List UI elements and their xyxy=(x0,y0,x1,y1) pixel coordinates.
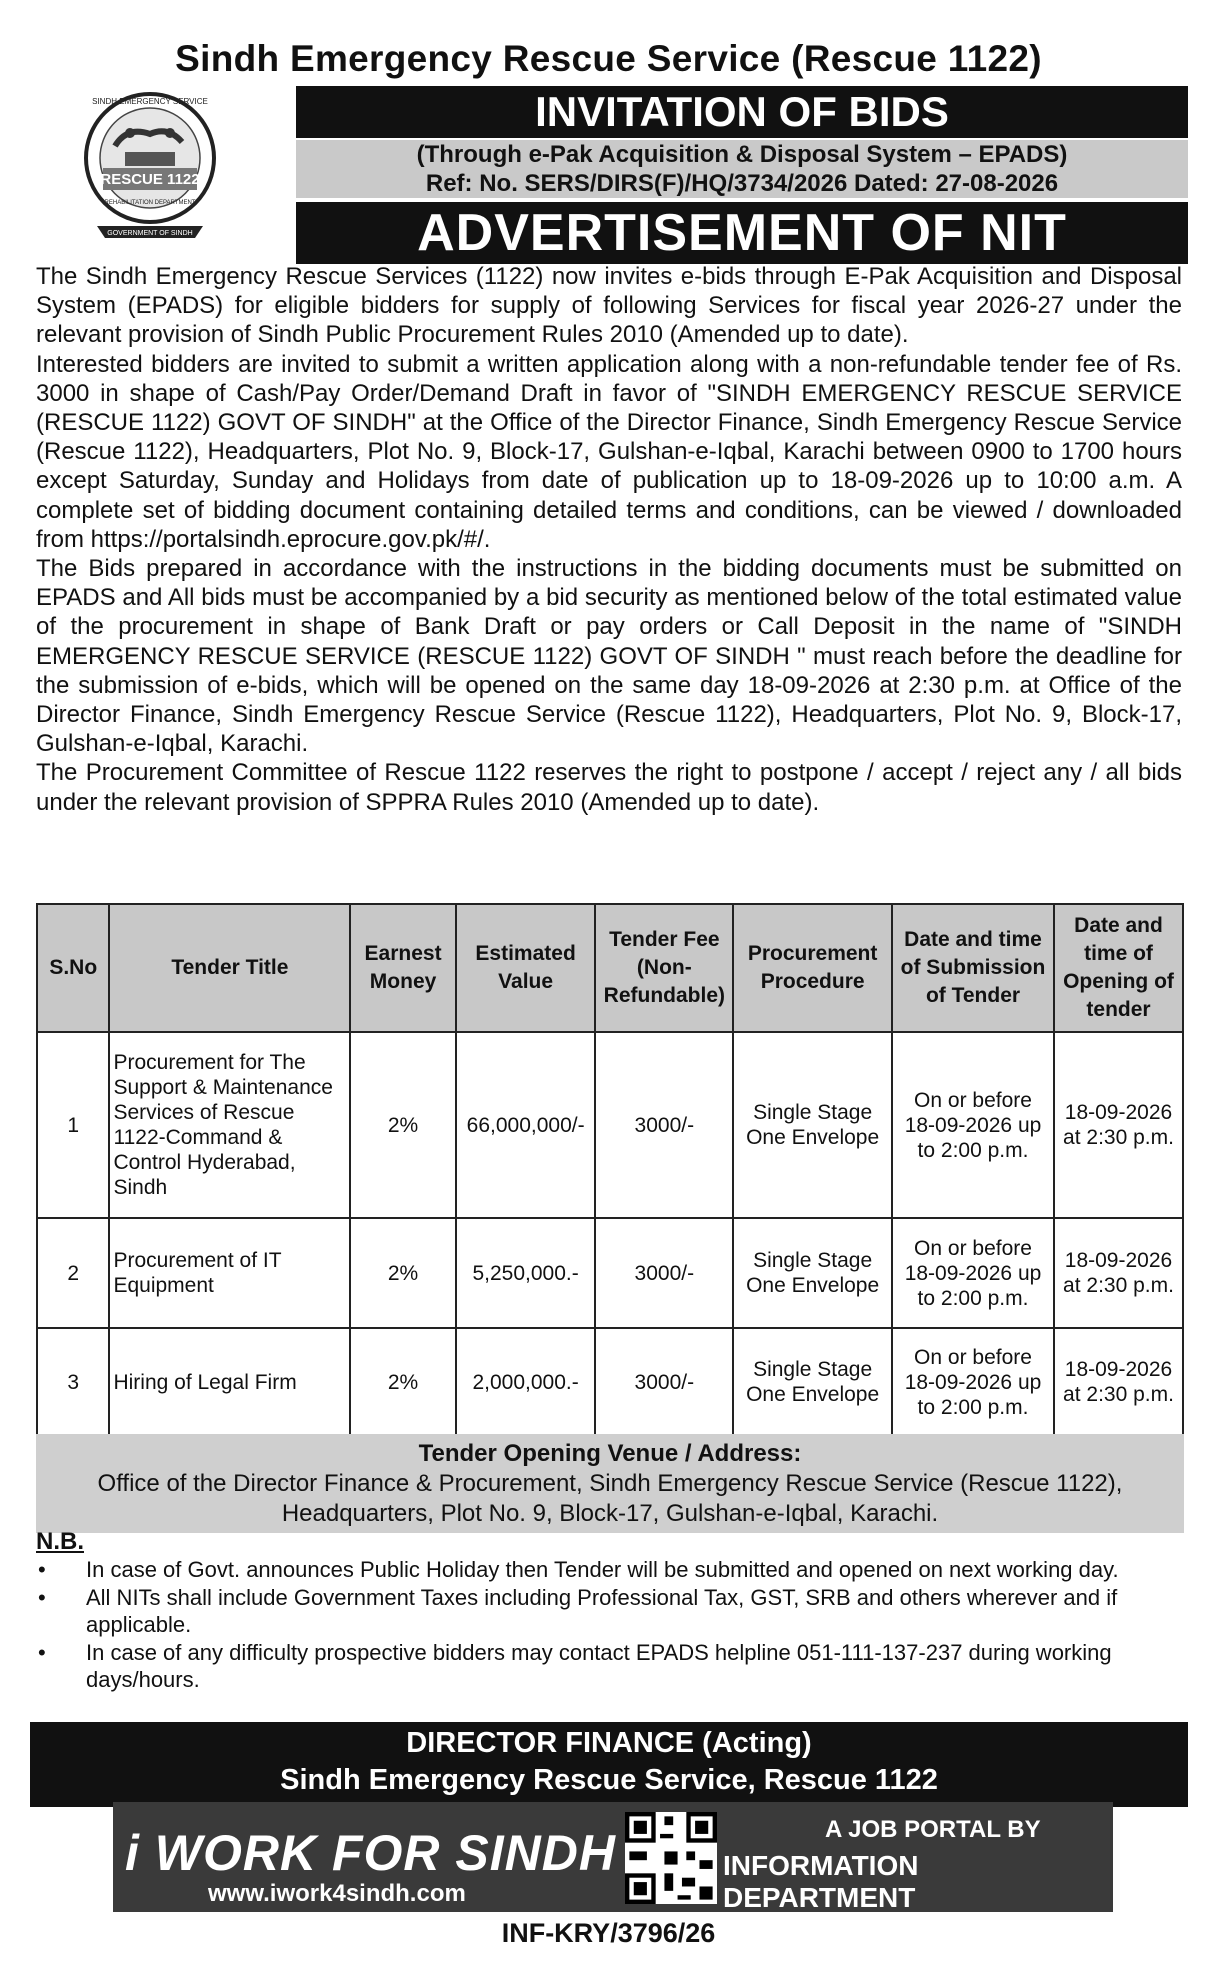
cell-submission: On or before 18-09-2026 up to 2:00 p.m. xyxy=(892,1032,1054,1218)
banner-tagline-1: A JOB PORTAL BY xyxy=(825,1816,1041,1843)
cell-estimated-value: 5,250,000.- xyxy=(456,1218,596,1328)
header-sno: S.No xyxy=(37,904,109,1032)
advertisement-heading: ADVERTISEMENT OF NIT xyxy=(296,202,1188,264)
paragraph-3: The Bids prepared in accordance with the instructions in the bidding documents must be submitted on EPADS and All bids must be accompanied by a bid security as mentioned below of the total estimated value of the procurement in shape of Bank Draft or pay orders or Call Deposit in the name of "SINDH EMERGENCY RESCUE SERVICE (RESCUE 1122) GOVT OF SINDH " must reach before the deadline for the submission of e-bids, which will be opened on the same day 18-09-2026 at 2:30 p.m. at Office of the Director Finance, Sindh Emergency Rescue Service (Rescue 1122), Headquarters, Plot No. 9, Block-17, Gulshan-e-Iqbal, Karachi. xyxy=(36,555,1182,758)
qr-code-icon xyxy=(625,1812,717,1904)
signature-block xyxy=(30,1722,1188,1807)
header-tender-title: Tender Title xyxy=(109,904,350,1032)
cell-estimated-value: 2,000,000.- xyxy=(456,1328,596,1436)
paragraph-2: Interested bidders are invited to submit a written application along with a non-refundable tender fee of Rs. 3000 in shape of Cash/Pay Order/Demand Draft in favor of "SINDH EMERGENCY RESCUE SERVICE (RESCUE 1122) GOVT OF SINDH" at the Office of the Director Finance, Sindh Emergency Rescue Service (Rescue 1122), Headquarters, Plot No. 9, Block-17, Gulshan-e-Iqbal, Karachi between 0900 to 1700 hours except Saturday, Sunday and Holidays from date of publication up to 18-09-2026 up to 10:00 a.m. A complete set of bidding document containing detailed terms and conditions, can be viewed / downloaded from https://portalsindh.eprocure.gov.pk/#/. xyxy=(36,350,1182,553)
cell-earnest-money: 2% xyxy=(350,1032,456,1218)
inf-reference: INF-KRY/3796/26 xyxy=(501,1918,716,1948)
header-tender-fee: Tender Fee (Non-Refundable) xyxy=(595,904,733,1032)
nb-item-text: In case of Govt. announces Public Holiday then Tender will be submitted and opened on next working day. xyxy=(86,1557,1119,1582)
banner-tagline-2: INFORMATION DEPARTMENT xyxy=(723,1850,919,1913)
paragraph-1: The Sindh Emergency Rescue Services (1122) now invites e-bids through E-Pak Acquisition and Disposal System (EPADS) for eligible bidders for supply of following Services for fiscal year 2026-27 under the relevant provision of Sindh Public Procurement Rules 2010 (Amended up to date). xyxy=(36,263,1182,349)
header-earnest-money: Earnest Money xyxy=(350,904,456,1032)
table-row xyxy=(37,1328,1183,1436)
cell-tender-fee: 3000/- xyxy=(595,1032,733,1218)
venue-address: Office of the Director Finance & Procurement, Sindh Emergency Rescue Service (Rescue 1122), Headquarters, Plot No. 9, Block-17, Gulshan-e-Iqbal, Karachi. xyxy=(97,1470,1123,1527)
tender-opening-venue xyxy=(36,1434,1184,1533)
cell-tender-title: Procurement for The Support & Maintenance Services of Rescue 1122-Command & Control Hyderabad, Sindh xyxy=(109,1032,350,1218)
cell-submission: On or before 18-09-2026 up to 2:00 p.m. xyxy=(892,1218,1054,1328)
cell-opening: 18-09-2026 at 2:30 p.m. xyxy=(1054,1218,1183,1328)
signatory-title: DIRECTOR FINANCE (Acting) xyxy=(406,1727,812,1759)
iwork4sindh-banner xyxy=(113,1802,1113,1912)
header-estimated-value: Estimated Value xyxy=(456,904,596,1032)
logo-main-text: RESCUE 1122 xyxy=(100,171,200,188)
bullet-icon: • xyxy=(38,1585,46,1610)
banner-url: www.iwork4sindh.com xyxy=(208,1880,466,1907)
cell-tender-fee: 3000/- xyxy=(595,1218,733,1328)
header-submission-date: Date and time of Submission of Tender xyxy=(892,904,1054,1032)
list-item xyxy=(36,1639,1184,1693)
cell-earnest-money: 2% xyxy=(350,1328,456,1436)
paragraph-4: The Procurement Committee of Rescue 1122 reserves the right to postpone / accept / reject any / all bids under the relevant provision of SPPRA Rules 2010 (Amended up to date). xyxy=(36,759,1182,816)
cell-tender-fee: 3000/- xyxy=(595,1328,733,1436)
cell-earnest-money: 2% xyxy=(350,1218,456,1328)
cell-opening: 18-09-2026 at 2:30 p.m. xyxy=(1054,1328,1183,1436)
invitation-of-bids-heading: INVITATION OF BIDS xyxy=(296,86,1188,138)
table-row xyxy=(37,1032,1183,1218)
banner-brand: i WORK FOR SINDH xyxy=(125,1825,616,1881)
nb-item-text: All NITs shall include Government Taxes including Professional Tax, GST, SRB and others wherever and if applicable. xyxy=(86,1585,1118,1637)
cell-sno: 1 xyxy=(37,1032,109,1218)
epads-subtitle-band xyxy=(296,140,1188,198)
reference-number: Ref: No. SERS/DIRS(F)/HQ/3734/2026 Dated: 27-08-2026 xyxy=(425,170,1059,197)
cell-tender-title: Hiring of Legal Firm xyxy=(109,1328,350,1436)
list-item xyxy=(36,1556,1184,1583)
signatory-organization: Sindh Emergency Rescue Service, Rescue 1122 xyxy=(280,1764,938,1796)
bullet-icon: • xyxy=(38,1557,46,1582)
rescue-1122-logo xyxy=(75,88,225,258)
organization-title: Sindh Emergency Rescue Service (Rescue 1122) xyxy=(175,38,1042,79)
nb-heading: N.B. xyxy=(36,1528,84,1555)
table-header-row xyxy=(37,904,1183,1032)
cell-sno: 3 xyxy=(37,1328,109,1436)
header-procurement-procedure: Procurement Procedure xyxy=(733,904,892,1032)
cell-procedure: Single Stage One Envelope xyxy=(733,1032,892,1218)
cell-procedure: Single Stage One Envelope xyxy=(733,1218,892,1328)
cell-estimated-value: 66,000,000/- xyxy=(456,1032,596,1218)
logo-sub-text: REHABILITATION DEPARTMENT xyxy=(104,200,196,206)
notice-body xyxy=(36,262,1182,817)
nb-item-text: In case of any difficulty prospective bidders may contact EPADS helpline 051-111-137-237 during working days/hours. xyxy=(86,1640,1112,1692)
nb-list xyxy=(36,1556,1184,1694)
logo-ribbon-text: GOVERNMENT OF SINDH xyxy=(107,230,193,237)
cell-tender-title: Procurement of IT Equipment xyxy=(109,1218,350,1328)
cell-submission: On or before 18-09-2026 up to 2:00 p.m. xyxy=(892,1328,1054,1436)
epads-subtitle: (Through e-Pak Acquisition & Disposal System – EPADS) xyxy=(416,141,1068,168)
cell-procedure: Single Stage One Envelope xyxy=(733,1328,892,1436)
list-item xyxy=(36,1584,1184,1638)
header-opening-date: Date and time of Opening of tender xyxy=(1054,904,1183,1032)
cell-sno: 2 xyxy=(37,1218,109,1328)
logo-top-text: SINDH EMERGENCY SERVICE xyxy=(92,97,208,106)
bullet-icon: • xyxy=(38,1640,46,1665)
tender-table xyxy=(36,903,1184,1437)
table-row xyxy=(37,1218,1183,1328)
venue-heading: Tender Opening Venue / Address: xyxy=(418,1440,802,1467)
cell-opening: 18-09-2026 at 2:30 p.m. xyxy=(1054,1032,1183,1218)
